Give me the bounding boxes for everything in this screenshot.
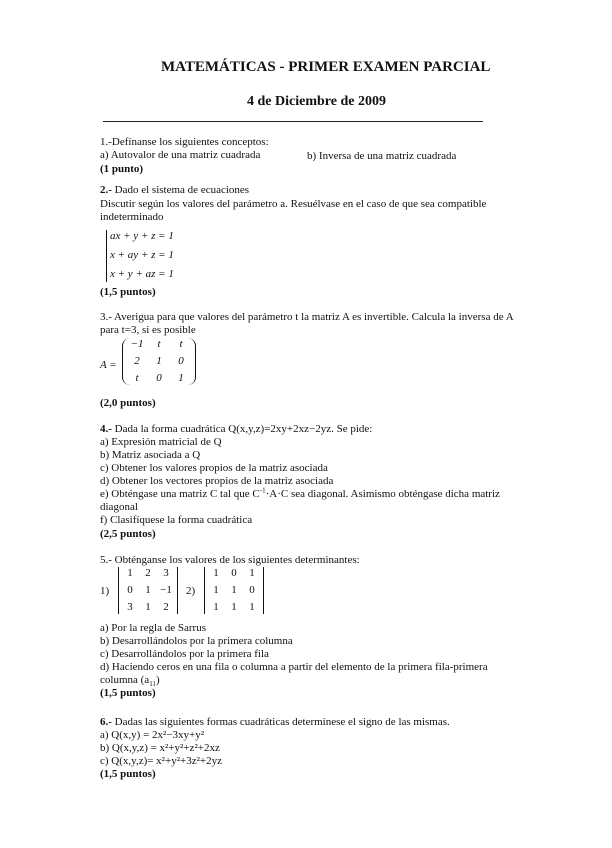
- q6-c: c) Q(x,y,z)= x²+y²+3z²+2yz: [100, 755, 222, 767]
- matrix-cell: 3: [127, 601, 133, 613]
- matrix-cell: 2: [134, 355, 140, 367]
- q6-points: (1,5 puntos): [100, 768, 156, 780]
- q4-heading: [100, 423, 372, 436]
- exam-date: 4 de Diciembre de 2009: [247, 94, 386, 109]
- q5-points: (1,5 puntos): [100, 687, 156, 699]
- matrix-cell: 1: [127, 567, 133, 579]
- matrix-cell: 0: [178, 355, 184, 367]
- q5-a: a) Por la regla de Sarrus: [100, 622, 206, 634]
- q5-c: c) Desarrollándolos por la primera fila: [100, 648, 269, 660]
- q3-line2: para t=3, si es posible: [100, 324, 196, 336]
- matrix-cell: −1: [130, 338, 144, 350]
- q1-a: a) Autovalor de una matriz cuadrada: [100, 149, 261, 161]
- q4-e: [100, 488, 500, 501]
- det1-label: 1): [100, 585, 110, 597]
- q3-points: (2,0 puntos): [100, 397, 156, 409]
- matrix-cell: 1: [231, 584, 237, 596]
- determinant-1: [118, 567, 178, 614]
- matrix-cell: 2: [145, 567, 151, 579]
- q5-d-cont: [100, 674, 160, 687]
- q4-points: (2,5 puntos): [100, 528, 156, 540]
- matrix-cell: 1: [249, 567, 255, 579]
- matrix-cell: 1: [213, 584, 219, 596]
- matrix-cell: 1: [213, 567, 219, 579]
- matrix-cell: 1: [231, 601, 237, 613]
- q5-b: b) Desarrollándolos por la primera columna: [100, 635, 293, 647]
- q4-e-sup: -1: [259, 486, 266, 495]
- q1-b: b) Inversa de una matriz cuadrada: [307, 150, 457, 162]
- q6-b: b) Q(x,y,z) = x²+y²+z²+2xz: [100, 742, 220, 754]
- q6-heading: [100, 716, 450, 729]
- equation-1: ax + y + z = 1: [110, 230, 174, 242]
- q5-d-text: columna (a: [100, 674, 150, 686]
- q4-e-text: e) Obténgase una matriz C tal que C: [100, 488, 260, 500]
- q1-heading: 1.-Defínanse los siguientes conceptos:: [100, 136, 269, 148]
- matrix-cell: 3: [163, 567, 169, 579]
- q2-heading-text: Dado el sistema de ecuaciones: [111, 184, 250, 196]
- matrix-cell: t: [157, 338, 161, 350]
- matrix-cell: 1: [213, 601, 219, 613]
- matrix-cell: 1: [156, 355, 162, 367]
- q5-heading: 5.- Obténganse los valores de los siguientes determinantes:: [100, 554, 360, 566]
- matrix-cell: 2: [163, 601, 169, 613]
- q4-b: b) Matriz asociada a Q: [100, 449, 201, 461]
- q4-f: f) Clasifíquese la forma cuadrática: [100, 514, 253, 526]
- matrix-cell: 1: [249, 601, 255, 613]
- matrix-cell: 0: [231, 567, 237, 579]
- matrix-cell: 0: [249, 584, 255, 596]
- q2-heading: [100, 184, 249, 197]
- q5-d: d) Haciendo ceros en una fila o columna a partir del elemento de la primera fila-primera: [100, 661, 488, 673]
- matrix-cell: 0: [127, 584, 133, 596]
- equation-system: [106, 230, 174, 282]
- q4-a: a) Expresión matricial de Q: [100, 436, 222, 448]
- matrix-cell: t: [135, 372, 139, 384]
- matrix-cell: −1: [160, 584, 172, 596]
- matrix-cell: 1: [145, 601, 151, 613]
- matrix-a: [122, 338, 196, 385]
- q4-c: c) Obtener los valores propios de la matriz asociada: [100, 462, 328, 474]
- matrix-cell: 1: [145, 584, 151, 596]
- q4-d: d) Obtener los vectores propios de la matriz asociada: [100, 475, 334, 487]
- q2-line1: Discutir según los valores del parámetro a. Resuélvase en el caso de que sea compatible: [100, 198, 487, 210]
- q4-e-text2: ·A·C sea diagonal. Asimismo obténgase dicha matriz: [265, 488, 500, 500]
- q6-number: 6.-: [100, 716, 112, 728]
- det2-label: 2): [186, 585, 196, 597]
- q4-heading-text: Dada la forma cuadrática Q(x,y,z)=2xy+2xz−2yz. Se pide:: [111, 423, 373, 435]
- determinant-2: [204, 567, 264, 614]
- matrix-label: A =: [100, 359, 117, 371]
- matrix-cell: t: [179, 338, 183, 350]
- q2-number: 2.-: [100, 184, 112, 196]
- q6-heading-text: Dadas las siguientes formas cuadráticas determínese el signo de las mismas.: [111, 716, 450, 728]
- q5-d-close: ): [155, 674, 160, 686]
- q3-line1: 3.- Averigua para que valores del parámetro t la matriz A es invertible. Calcula la inversa de A: [100, 311, 514, 323]
- q2-points: (1,5 puntos): [100, 286, 156, 298]
- equation-2: x + ay + z = 1: [110, 249, 174, 261]
- matrix-cell: 1: [178, 372, 184, 384]
- q4-e-cont: diagonal: [100, 501, 138, 513]
- q1-points: (1 punto): [100, 163, 144, 175]
- divider: [103, 121, 483, 122]
- q4-number: 4.-: [100, 423, 112, 435]
- matrix-cell: 0: [156, 372, 162, 384]
- q5-d-sub: 11: [149, 680, 156, 689]
- equation-3: x + y + az = 1: [110, 268, 174, 280]
- q6-a: a) Q(x,y) = 2x²−3xy+y²: [100, 729, 205, 741]
- q2-line2: indeterminado: [100, 211, 164, 223]
- exam-title: MATEMÁTICAS - PRIMER EXAMEN PARCIAL: [161, 59, 491, 75]
